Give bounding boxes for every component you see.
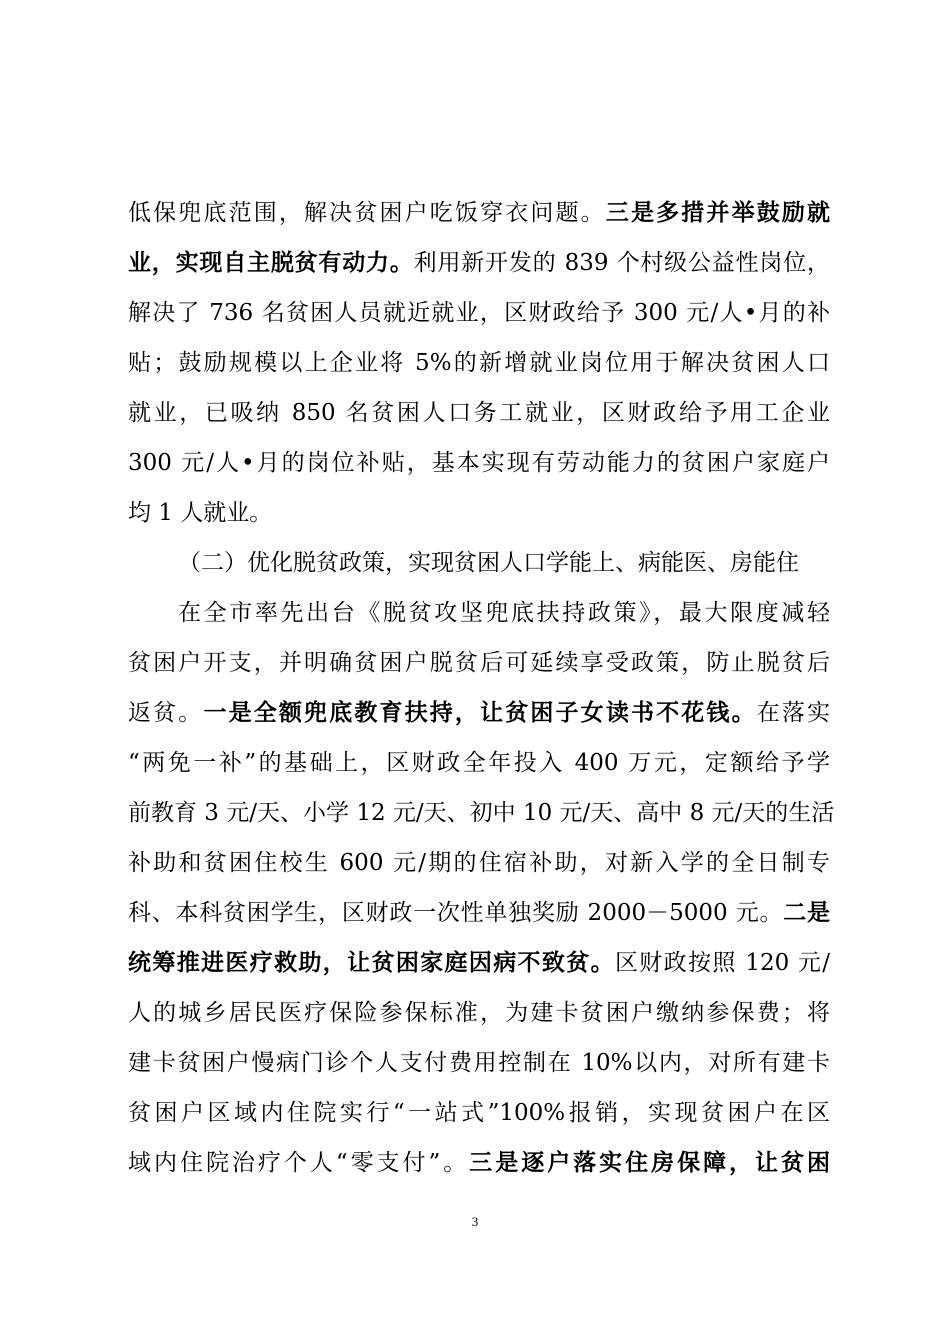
- bold-text-run: 三是逐户落实住房保障，让贫困: [469, 1149, 830, 1176]
- text-line: [128, 946, 830, 980]
- text-line: [128, 1146, 830, 1180]
- text-line: 均 1 人就业。: [128, 500, 273, 526]
- text-line: 贴；鼓励规模以上企业将 5%的新增就业岗位用于解决贫困人口: [128, 350, 830, 376]
- bold-text-run: 一是全额兜底教育扶持，让贫困子女读书不花钱。: [203, 699, 757, 726]
- bold-text-run: 统筹推进医疗救助，让贫困家庭因病不致贫。: [128, 949, 615, 976]
- text-run: 区财政按照 120 元/: [614, 950, 831, 976]
- text-line: “两免一补”的基础上，区财政全年投入 400 万元，定额给予学: [128, 750, 830, 776]
- text-run: 在落实: [756, 700, 831, 726]
- text-run: 域内住院治疗个人“零支付”。: [128, 1150, 470, 1176]
- text-line: 建卡贫困户慢病门诊个人支付费用控制在 10%以内，对所有建卡: [128, 1050, 830, 1076]
- text-line: [128, 896, 830, 930]
- text-line: [128, 196, 830, 230]
- bold-text-run: 二是: [783, 899, 830, 926]
- text-run: 低保兜底范围，解决贫困户吃饭穿衣问题。: [128, 200, 606, 226]
- text-line: 人的城乡居民医疗保险参保标准，为建卡贫困户缴纳参保费；将: [128, 1000, 830, 1026]
- text-line: 300 元/人•月的岗位补贴，基本实现有劳动能力的贫困户家庭户: [128, 450, 830, 476]
- text-line: 贫困户开支，并明确贫困户脱贫后可延续享受政策，防止脱贫后: [128, 650, 830, 676]
- text-line: 解决了 736 名贫困人员就近就业，区财政给予 300 元/人•月的补: [128, 300, 830, 326]
- text-line: [128, 696, 830, 730]
- text-run: 返贫。: [128, 700, 204, 726]
- section-heading: （二）优化脱贫政策，实现贫困人口学能上、病能医、房能住: [178, 550, 799, 576]
- text-run: 利用新开发的 839 个村级公益性岗位，: [413, 250, 831, 276]
- text-line: 在全市率先出台《脱贫攻坚兜底扶持政策》，最大限度减轻: [178, 600, 830, 626]
- text-run: 科、本科贫困学生，区财政一次性单独奖励 2000－5000 元。: [128, 900, 784, 926]
- bold-text-run: 业，实现自主脱贫有动力。: [128, 249, 414, 276]
- text-line: 就业，已吸纳 850 名贫困人口务工就业，区财政给予用工企业: [128, 400, 830, 426]
- bold-text-run: 三是多措并举鼓励就: [605, 199, 831, 226]
- text-line: [128, 246, 830, 280]
- text-line: 补助和贫困住校生 600 元/期的住宿补助，对新入学的全日制专: [128, 850, 830, 876]
- page-number: 3: [471, 1214, 479, 1229]
- text-line: 贫困户区域内住院实行“一站式”100%报销，实现贫困户在区: [128, 1100, 830, 1126]
- text-line: 前教育 3 元/天、小学 12 元/天、初中 10 元/天、高中 8 元/天的生活: [128, 800, 835, 826]
